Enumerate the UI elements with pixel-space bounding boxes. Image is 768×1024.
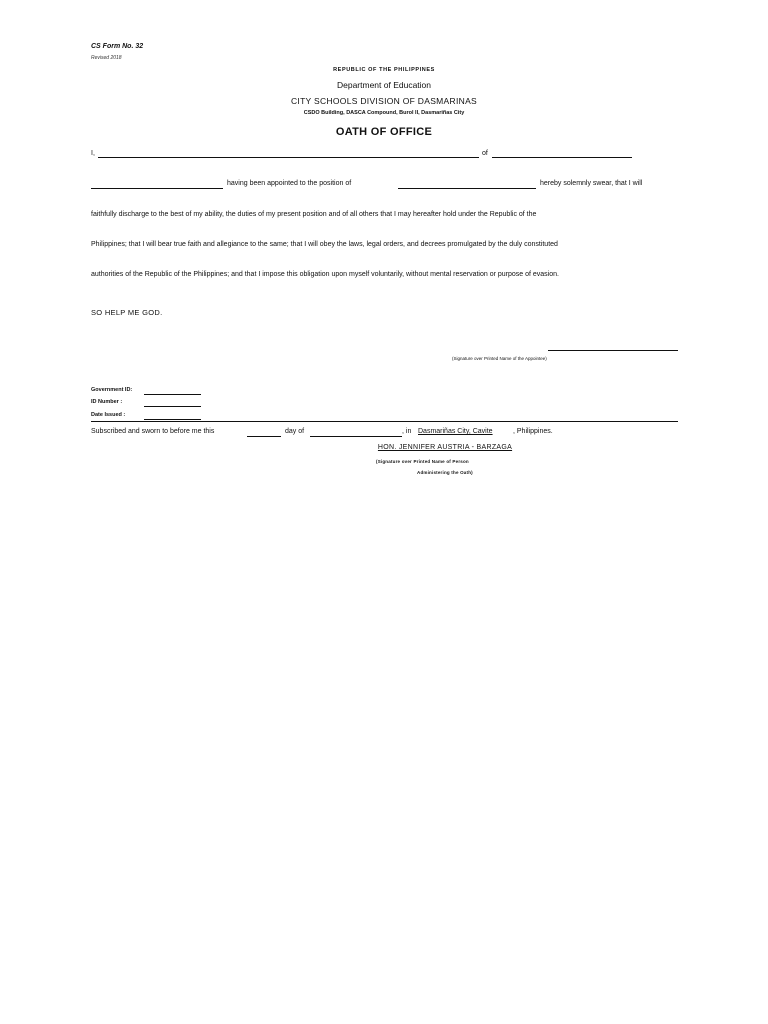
page-title: OATH OF OFFICE <box>335 126 433 138</box>
appointee-address-field[interactable] <box>492 157 632 158</box>
subscribed-month-field[interactable] <box>310 436 402 437</box>
appointee-signature-caption: (Signature over Printed Name of the Appointee) <box>452 356 547 361</box>
appointee-field-2[interactable] <box>91 188 223 189</box>
oath-intro-label: I, <box>91 150 95 157</box>
oath-line-5: authorities of the Republic of the Philippines; and that I impose this obligation upon myself voluntarily, without mental reservation or purpose of evasion. <box>91 271 559 278</box>
oath-of-label: of <box>482 150 488 157</box>
division-address: CSDO Building, DASCA Compound, Burol II, Dasmariñas City <box>303 110 465 116</box>
subscribed-place: Dasmariñas City, Cavite <box>418 428 493 435</box>
position-field[interactable] <box>398 188 536 189</box>
date-issued-field[interactable] <box>144 419 201 420</box>
appointed-label: having been appointed to the position of <box>227 180 352 187</box>
so-help-me-god: SO HELP ME GOD. <box>91 308 163 317</box>
appointee-signature-field[interactable] <box>548 350 678 351</box>
id-number-label: ID Number : <box>91 399 123 405</box>
id-number-field[interactable] <box>144 406 201 407</box>
philippines-label: , Philippines. <box>513 428 553 435</box>
division-heading: CITY SCHOOLS DIVISION OF DASMARINAS <box>290 96 478 106</box>
subscribed-day-field[interactable] <box>247 436 281 437</box>
department-heading: Department of Education <box>336 80 432 90</box>
oath-line-3: faithfully discharge to the best of my ability, the duties of my present position and of all others that I may hereafter hold under the Republic of the <box>91 211 537 218</box>
form-number: CS Form No. 32 <box>91 43 144 50</box>
swear-label: hereby solemnly swear, that I will <box>540 180 643 187</box>
revision-note: Revised 2018 <box>91 55 122 61</box>
section-divider <box>91 421 678 422</box>
government-id-field[interactable] <box>144 394 201 395</box>
officer-caption-line-2: Administering the Oath) <box>417 470 473 475</box>
appointee-name-field[interactable] <box>98 157 479 158</box>
officer-caption-line-1: (Signature over Printed Name of Person <box>376 459 469 464</box>
day-of-label: day of <box>285 428 305 435</box>
oath-line-4: Philippines; that I will bear true faith and allegiance to the same; that I will obey the laws, legal orders, and decrees promulgated by the duly constituted <box>91 241 558 248</box>
date-issued-label: Date Issued : <box>91 412 126 418</box>
subscribed-label: Subscribed and sworn to before me this <box>91 428 215 435</box>
republic-heading: REPUBLIC OF THE PHILIPPINES <box>333 67 435 73</box>
in-label: , in <box>402 428 412 435</box>
government-id-label: Government ID: <box>91 387 133 393</box>
administering-officer-name: HON. JENNIFER AUSTRIA - BARZAGA <box>377 444 513 451</box>
